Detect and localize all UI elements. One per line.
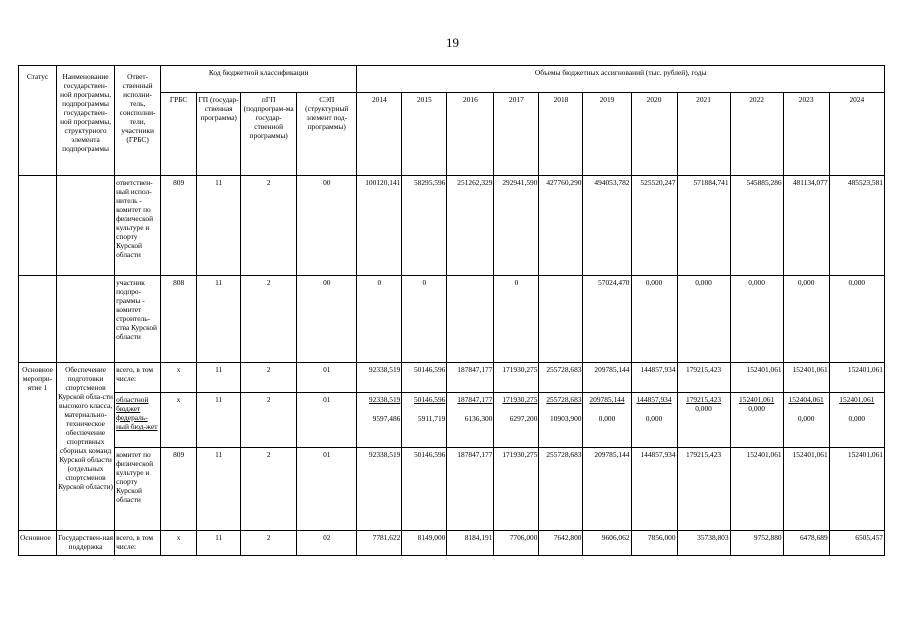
header-year: 2022 (730, 93, 783, 176)
status-cell (19, 276, 57, 363)
sep-cell: 02 (297, 531, 357, 556)
value-cell: 7781,622 (357, 531, 402, 556)
value-cell (539, 276, 583, 363)
value-cell: 152401,061 (829, 363, 884, 393)
value-cell: 152401,061 (829, 448, 884, 531)
value-cell-federal: 9597,486 (372, 414, 401, 424)
value-cell: 171930,275 (494, 448, 539, 531)
sep-cell: 01 (297, 393, 357, 448)
value-cell: 152401,061 (730, 363, 783, 393)
header-year: 2024 (829, 93, 884, 176)
value-cell-federal: 10903,900 (550, 414, 582, 424)
page-number: 19 (446, 35, 459, 50)
value-cell: 8149,000 (402, 531, 447, 556)
sep-cell: 00 (297, 276, 357, 363)
table-row (19, 448, 885, 531)
pgp-cell: 2 (241, 531, 297, 556)
value-cell: 0 (402, 276, 447, 363)
value-cell: 0,000 (783, 276, 829, 363)
value-cell: 494053,782 (583, 176, 631, 276)
value-cell: 152401,061 (839, 395, 875, 404)
header-grbs: ГРБС (161, 93, 197, 176)
value-cell: 152401,061 (783, 363, 829, 393)
value-cell: 485523,581 (829, 176, 884, 276)
value-cell: 50146,596 (413, 395, 446, 404)
value-cell: 171930,275 (502, 395, 538, 404)
value-cell: 209785,144 (583, 448, 631, 531)
value-cell: 255728,683 (539, 363, 583, 393)
value-cell-federal: 0,000 (645, 414, 663, 424)
executor-cell: участник подпро-граммы - комитет строитель-ства Курской области (115, 276, 161, 363)
value-cell: 92338,519 (357, 363, 402, 393)
value-cell: 6478,689 (783, 531, 829, 556)
value-cell: 255728,683 (539, 448, 583, 531)
value-cell: 179215,423 (686, 395, 722, 404)
gp-cell: 11 (197, 176, 241, 276)
value-cell-federal: 6136,300 (464, 414, 493, 424)
header-year: 2019 (583, 93, 631, 176)
name-cell (57, 276, 115, 363)
status-cell: Основное меропри-ятие 1 (19, 363, 57, 531)
value-cell: 171930,275 (494, 363, 539, 393)
value-cell: 427760,290 (539, 176, 583, 276)
value-cell: 57024,470 (583, 276, 631, 363)
header-name: Наименование государствен-ной программы, подпрограммы государствен-ной программы, структурного элемента подпрограммы (57, 66, 115, 176)
value-cell: 545885,286 (730, 176, 783, 276)
grbs-cell: 808 (161, 276, 197, 363)
executor-cell: комитет по физической культуре и спорту Курской области (115, 448, 161, 531)
gp-cell: 11 (197, 276, 241, 363)
value-cell-federal: 5911,719 (417, 414, 446, 424)
header-pgp: пГП (подпрограм-ма государ-ственной программы) (241, 93, 297, 176)
value-cell: 187847,177 (447, 448, 494, 531)
table-row (19, 176, 885, 276)
pgp-cell: 2 (241, 448, 297, 531)
value-cell: 6505,457 (829, 531, 884, 556)
header-status: Статус (19, 66, 57, 176)
header-gp: ГП (государ-ственная программа) (197, 93, 241, 176)
header-row-top (19, 66, 885, 93)
header-year: 2018 (539, 93, 583, 176)
executor-cell: областной бюджет федераль-ный бюд-жет (115, 393, 161, 448)
grbs-cell: x (161, 363, 197, 393)
header-sep: СЭП (структурный элемент под-программы) (297, 93, 357, 176)
value-cell: 209785,144 (583, 363, 631, 393)
value-cell: 92338,519 (357, 448, 402, 531)
value-cell: 152404,061 (788, 395, 824, 404)
table-row (19, 393, 885, 448)
status-cell (19, 176, 57, 276)
value-cell: 152401,061 (739, 395, 775, 404)
value-cell: 144857,934 (631, 448, 677, 531)
value-cell: 179215,423 (677, 448, 730, 531)
value-cell: 255728,683 (546, 395, 582, 404)
grbs-cell: x (161, 531, 197, 556)
value-cell: 251262,329 (447, 176, 494, 276)
value-cell: 144857,934 (636, 395, 672, 404)
value-cell: 0,000 (677, 276, 730, 363)
table-row (19, 363, 885, 393)
header-year: 2021 (677, 93, 730, 176)
gp-cell: 11 (197, 448, 241, 531)
value-cell-federal: 0,000 (695, 404, 712, 414)
grbs-cell: 809 (161, 448, 197, 531)
header-budget-code: Код бюджетной классификации (161, 66, 357, 93)
value-cell: 152401,061 (783, 448, 829, 531)
value-cell: 100120,141 (357, 176, 402, 276)
executor-cell: всего, в том числе: (115, 531, 161, 556)
grbs-cell: 809 (161, 176, 197, 276)
pgp-cell: 2 (241, 363, 297, 393)
value-cell: 0 (357, 276, 402, 363)
value-cell: 7856,000 (631, 531, 677, 556)
value-cell-federal: 0,000 (598, 414, 616, 424)
value-cell: 0,000 (631, 276, 677, 363)
gp-cell: 11 (197, 531, 241, 556)
header-year: 2014 (357, 93, 402, 176)
value-cell-federal: 0,000 (848, 414, 866, 424)
header-year: 2016 (447, 93, 494, 176)
header-year: 2023 (783, 93, 829, 176)
header-year: 2020 (631, 93, 677, 176)
value-cell: 152401,061 (730, 448, 783, 531)
status-cell: Основное (19, 531, 57, 556)
value-cell: 481134,077 (783, 176, 829, 276)
value-cell: 35738,803 (677, 531, 730, 556)
executor-cell: всего, в том числе: (115, 363, 161, 393)
name-cell: Государствен-ная поддержка (57, 531, 115, 556)
value-cell: 525520,247 (631, 176, 677, 276)
value-cell: 0,000 (730, 276, 783, 363)
pgp-cell: 2 (241, 276, 297, 363)
value-cell: 0,000 (829, 276, 884, 363)
gp-cell: 11 (197, 363, 241, 393)
name-cell: Обеспечение подготовки спортсменов Курской обла-сти высокого класса, материально-техническое обеспечение спортивных сборных команд Курской области (отдельных спортсменов Курской области) (57, 363, 115, 531)
value-cell: 50146,596 (402, 363, 447, 393)
table-row (19, 531, 885, 556)
value-cell-federal: 6297,200 (509, 414, 538, 424)
gp-cell: 11 (197, 393, 241, 448)
pgp-cell: 2 (241, 393, 297, 448)
executor-cell: ответствен-ный испол-нитель - комитет по физической культуре и спорту Курской области (115, 176, 161, 276)
value-cell: 292941,590 (494, 176, 539, 276)
value-cell: 179215,423 (677, 363, 730, 393)
value-cell: 58295,596 (402, 176, 447, 276)
header-volumes: Объемы бюджетных ассигнований (тыс. рублей), годы (357, 66, 885, 93)
budget-table (18, 65, 885, 556)
value-cell: 209785,144 (589, 395, 625, 404)
pgp-cell: 2 (241, 176, 297, 276)
value-cell: 9752,880 (730, 531, 783, 556)
value-cell-federal: 0,000 (748, 404, 765, 414)
value-cell: 144857,934 (631, 363, 677, 393)
value-cell: 187847,177 (457, 395, 493, 404)
header-year: 2015 (402, 93, 447, 176)
header-year: 2017 (494, 93, 539, 176)
value-cell: 50146,596 (402, 448, 447, 531)
value-cell: 7706,000 (494, 531, 539, 556)
value-cell: 0 (494, 276, 539, 363)
sep-cell: 00 (297, 176, 357, 276)
sep-cell: 01 (297, 363, 357, 393)
name-cell (57, 176, 115, 276)
table-row (19, 276, 885, 363)
value-cell: 92338,519 (368, 395, 401, 404)
header-executor: Ответ-ственный исполни-тель, соисполни-тели, участники (ГРБС) (115, 66, 161, 176)
value-cell-federal: 0,000 (797, 414, 815, 424)
value-cell: 9606,062 (583, 531, 631, 556)
value-cell: 187847,177 (447, 363, 494, 393)
grbs-cell: x (161, 393, 197, 448)
value-cell: 571884,741 (677, 176, 730, 276)
value-cell (447, 276, 494, 363)
value-cell: 8184,191 (447, 531, 494, 556)
sep-cell: 01 (297, 448, 357, 531)
value-cell: 7642,800 (539, 531, 583, 556)
